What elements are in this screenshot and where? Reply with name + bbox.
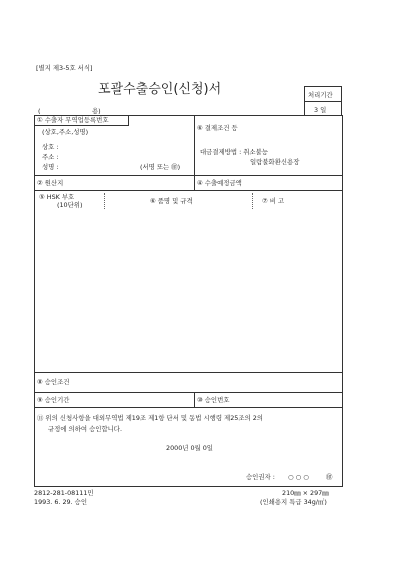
- exporter-name: 성명 :: [42, 163, 59, 171]
- divider: [34, 372, 343, 373]
- approver-marks: ○ ○ ○: [288, 473, 309, 481]
- statement-line2: 규정에 의하여 승인합니다.: [48, 425, 123, 433]
- exporter-company: 상호 :: [42, 143, 59, 151]
- approval-period-label: ⑨ 승인기간: [37, 396, 70, 404]
- item-label: ⑥ 품명 및 규격: [150, 197, 193, 205]
- statement-date: 2000년 0월 0일: [166, 444, 213, 452]
- approval-number-label: ⑩ 승인번호: [197, 396, 230, 404]
- divider: [34, 392, 343, 393]
- footer-paper: (인쇄용지 특급 34g/㎡): [260, 498, 327, 506]
- exporter-address: 주소 :: [42, 153, 59, 161]
- processing-period-label: 처리기간: [308, 91, 333, 99]
- divider: [104, 193, 105, 209]
- statement-line1: ⑪ 위의 신청사항을 대외무역법 제19조 제1항 단서 및 동법 시행령 제25조의 2의: [37, 414, 263, 422]
- seal-mark: ㊞: [326, 473, 333, 481]
- approver-label: 승인권자 :: [246, 473, 275, 481]
- payment-terms-label: ⑥ 결제조건 등: [197, 124, 238, 132]
- footer-code: 2812-281-08111민: [34, 489, 94, 497]
- exporter-label: ① 수출자 무역업등록번호: [37, 116, 109, 124]
- exporter-sub: (상호,주소,성명): [42, 128, 89, 136]
- approval-conditions-label: ⑧ 승인조건: [37, 378, 70, 386]
- divider: [252, 193, 253, 209]
- remarks-label: ⑦ 비 고: [262, 197, 285, 205]
- divider: [34, 190, 343, 191]
- payment-method: 대금결제방법 : 취소불능: [200, 148, 268, 156]
- divider: [304, 101, 342, 102]
- divider: [34, 125, 129, 126]
- processing-period-value: 3 일: [314, 106, 327, 114]
- form-title: 포괄수출승인(신청)서: [98, 82, 222, 97]
- hsk-label: ⑤ HSK 부호: [39, 193, 75, 201]
- export-amount-label: ④ 수출예정금액: [197, 179, 242, 187]
- divider: [34, 407, 343, 408]
- divider: [34, 175, 343, 176]
- payment-method-detail: 일람불화환신용장: [250, 158, 300, 166]
- divider: [194, 115, 195, 190]
- footer-date: 1993. 6. 29. 승인: [34, 498, 87, 506]
- hsk-sub: (10단위): [57, 201, 83, 209]
- purpose-paren-right: 용): [92, 107, 101, 115]
- purpose-paren-left: (: [38, 107, 41, 115]
- divider: [194, 392, 195, 407]
- origin-label: ② 원산지: [37, 179, 64, 187]
- divider: [128, 115, 129, 125]
- exporter-seal: (서명 또는 ㊞): [140, 163, 181, 171]
- footer-paper-size: 210㎜ × 297㎜: [282, 489, 329, 497]
- form-label: [별지 제3-5호 서식]: [36, 64, 93, 72]
